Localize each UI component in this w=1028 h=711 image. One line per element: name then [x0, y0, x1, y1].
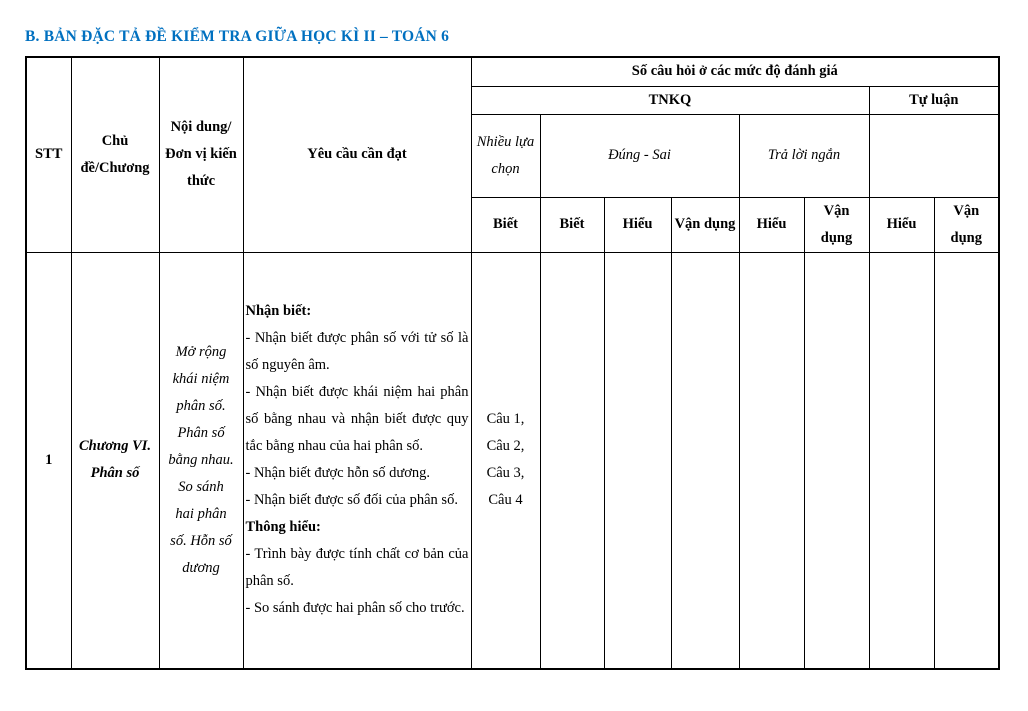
header-nhieu-lua-chon: Nhiều lựa chọn	[471, 114, 540, 197]
header-level-tl-van-dung: Vận dụng	[934, 197, 999, 252]
requirement-item: - Nhận biết được số đối của phân số.	[245, 492, 458, 509]
requirement-item: - Trình bày được tính chất cơ bản của phân số.	[245, 546, 469, 590]
requirement-label: Thông hiểu:	[245, 519, 321, 536]
header-level-ds-hieu: Hiểu	[604, 197, 671, 252]
content-unit-text: Mở rộng khái niệm phân số. Phân số bằng nhau. So sánh hai phân số. Hỗn số dương	[168, 343, 234, 576]
document-title: B. BẢN ĐẶC TẢ ĐỀ KIỂM TRA GIỮA HỌC KÌ II – TOÁN 6	[25, 28, 450, 45]
header-level-tl-hieu: Hiểu	[869, 197, 934, 252]
header-level-tln-hieu: Hiểu	[739, 197, 804, 252]
header-tu-luan-spacer	[869, 114, 999, 197]
header-so-cau-hoi: Số câu hỏi ở các mức độ đánh giá	[471, 57, 999, 86]
question-line: Câu 1,	[486, 411, 525, 428]
header-noi-dung-don-vi: Nội dung/ Đơn vị kiến thức	[159, 57, 243, 252]
question-line: Câu 2,	[486, 438, 525, 455]
cell-empty-tl-hieu	[869, 252, 934, 669]
header-stt: STT	[26, 57, 71, 252]
header-tu-luan: Tự luận	[869, 86, 999, 114]
requirement-item: - Nhận biết được khái niệm hai phân số bằng nhau và nhận biết được quy tắc bằng nhau của hai phân số.	[245, 384, 469, 455]
header-tra-loi-ngan: Trả lời ngắn	[739, 114, 869, 197]
requirement-item: - Nhận biết được hỗn số dương.	[245, 465, 430, 482]
cell-content-unit	[159, 252, 243, 669]
header-tnkq: TNKQ	[471, 86, 869, 114]
requirement-label: Nhận biết:	[245, 303, 312, 320]
cell-chapter: Chương VI. Phân số	[71, 252, 159, 669]
header-level-mcq-biet: Biết	[471, 197, 540, 252]
header-chu-de-chuong: Chủ đề/Chương	[71, 57, 159, 252]
header-level-ds-biet: Biết	[540, 197, 604, 252]
cell-mcq-biet-questions	[471, 252, 540, 669]
header-level-ds-van-dung: Vận dụng	[671, 197, 739, 252]
cell-empty-ds-biet	[540, 252, 604, 669]
header-level-tln-van-dung: Vận dụng	[804, 197, 869, 252]
cell-empty-tln-van-dung	[804, 252, 869, 669]
cell-empty-tl-van-dung	[934, 252, 999, 669]
spec-table	[25, 56, 1000, 670]
cell-stt: 1	[26, 252, 71, 669]
requirement-item: - Nhận biết được phân số với tử số là số nguyên âm.	[245, 330, 469, 374]
question-line: Câu 3,	[486, 465, 525, 482]
requirement-item: - So sánh được hai phân số cho trước.	[245, 600, 465, 617]
question-line: Câu 4	[488, 492, 523, 509]
cell-empty-tln-hieu	[739, 252, 804, 669]
header-yeu-cau-can-dat: Yêu cầu cần đạt	[243, 57, 471, 252]
cell-empty-ds-hieu	[604, 252, 671, 669]
cell-empty-ds-van-dung	[671, 252, 739, 669]
header-dung-sai: Đúng - Sai	[540, 114, 739, 197]
cell-requirements	[243, 252, 471, 669]
